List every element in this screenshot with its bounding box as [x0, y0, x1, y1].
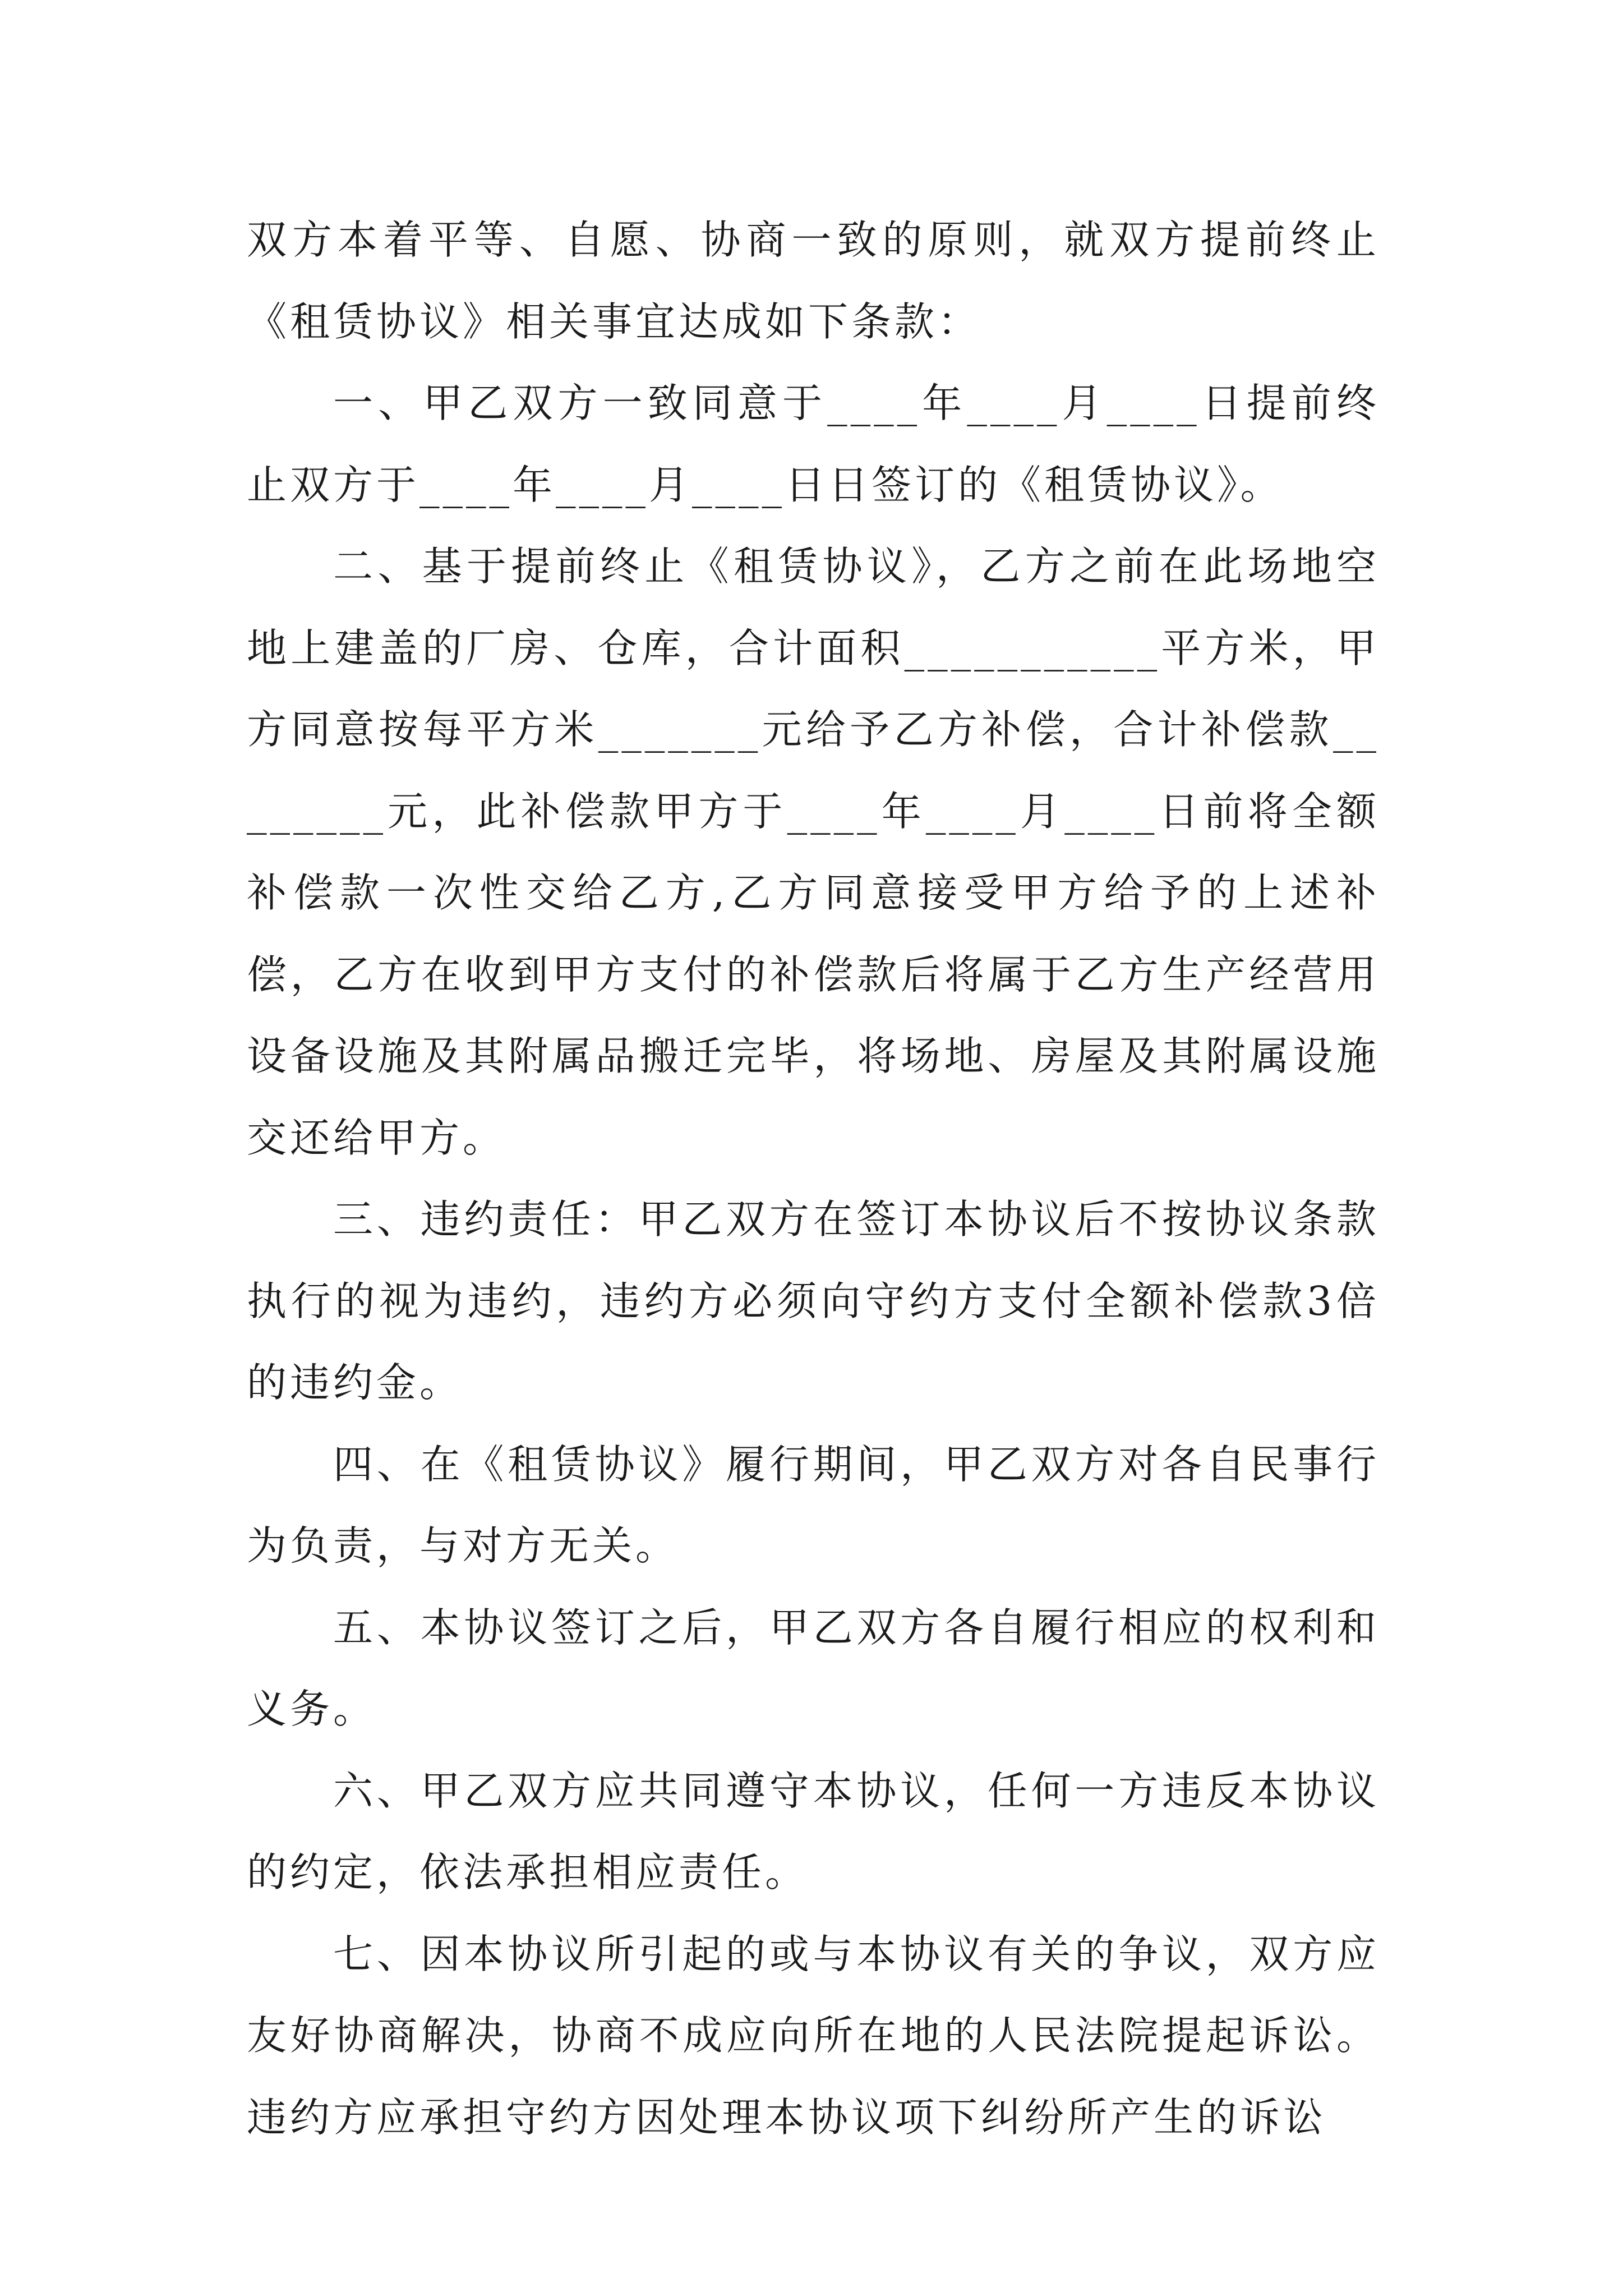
clause-3: 三、违约责任：甲乙双方在签订本协议后不按协议条款执行的视为违约，违约方必须向守约方支付全额补偿款3倍的违约金。 — [247, 1196, 1380, 1406]
clause-7: 七、因本协议所引起的或与本协议有关的争议，双方应友好协商解决，协商不成应向所在地的人民法院提起诉讼。违约方应承担守约方因处理本协议项下纠纷所产生的诉讼 — [247, 1930, 1380, 2141]
clause-4: 四、在《租赁协议》履行期间，甲乙双方对各自民事行为负责，与对方无关。 — [247, 1441, 1380, 1569]
paragraph-preamble: 双方本着平等、自愿、协商一致的原则，就双方提前终止《租赁协议》相关事宜达成如下条款： — [247, 217, 1380, 345]
clause-2: 二、基于提前终止《租赁协议》，乙方之前在此场地空地上建盖的厂房、仓库，合计面积___________平方米，甲方同意按每平方米_______元给予乙方补偿，合计补偿款________元，此补偿款甲方于____年____月____日前将全额补偿款一次性交给乙方,乙方同意接受甲方给予的上述补偿，乙方在收到甲方支付的补偿款后将属于乙方生产经营用设备设施及其附属品搬迁完毕，将场地、房屋及其附属设施交还给甲方。 — [247, 543, 1380, 1161]
agreement-body — [247, 199, 1380, 2158]
clause-6: 六、甲乙双方应共同遵守本协议，任何一方违反本协议的约定，依法承担相应责任。 — [247, 1767, 1380, 1895]
clause-5: 五、本协议签订之后，甲乙双方各自履行相应的权利和义务。 — [247, 1604, 1380, 1732]
clause-1: 一、甲乙双方一致同意于____年____月____日提前终止双方于____年____月____日日签订的《租赁协议》。 — [247, 380, 1380, 508]
